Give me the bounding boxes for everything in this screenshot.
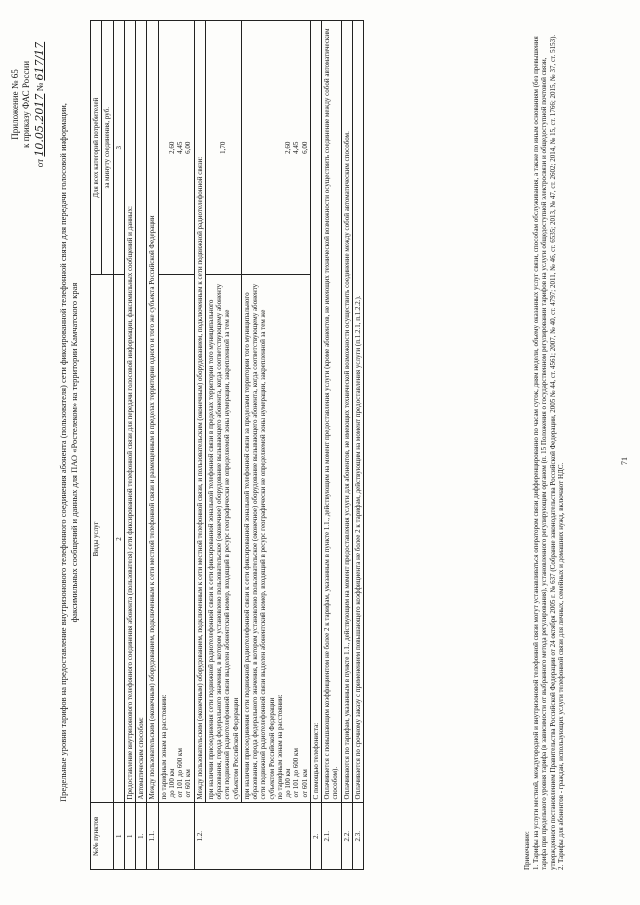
table-row: 1. Автоматическим способом: — [136, 21, 147, 870]
table-row: по тарифным зонам на расстоянии: до 100 км от 101 до 600 км от 601 км 2,60 4,45 6,00 — [158, 21, 194, 870]
notes-heading: Примечание: — [523, 831, 531, 870]
section-row — [124, 21, 135, 870]
price-value: 6,00 — [184, 141, 193, 154]
price-value: 1,70 — [205, 21, 241, 275]
handwritten-date: 10.05.2017 — [32, 93, 46, 157]
appendix-date-line: от 10.05.2017 № 617/17 — [32, 41, 46, 168]
notes-block — [523, 20, 566, 870]
table-row: при наличии присоединения сети подвижной радиотелефонной связи к сети фиксированной зональной телефонной связи в пределах территории того муниципального образования, города федерального значения, в котором установлено пользовательское (оконечное) оборудование вызывающего абонента, когда соответствующему абоненту сети подвижной радиотелефонной связи выделен абонентский номер, входящий в ресурс географически не определяемой зоны нумерации, закрепленной за тем же субъектом Российской Федерации 1,70 — [205, 21, 241, 870]
col-number-1: 1 — [113, 803, 124, 870]
table-row: 2.1. Оплачивается с повышающим коэффициентом не более 2 к тарифам, указанным в пункте 1.1., действующим на момент предоставления услуги (кроме абонентов, не имеющих технической возможности осуществить соединение между собой автоматическим способом). — [322, 21, 342, 870]
note-1: 1. Тарифы на услуги местной, междугородной и внутризоновой телефонной связи могут устанавливаться оператором связи дифференцированно по часам суток, дням недели, объему оказанных услуг связи, способам обслуживания, а также по иным основаниям (без превышения тарифа при предельного уровня тарифа (в зависимости от выбранного метода регулирования), установленного регулирующим органом (п. 15 Положения о государственном регулировании тарифов на услуги общедоступной электросвязи и общедоступной почтовой связи, утвержденного постановлением Правительства Российской Федерации от 24 октября 2005 г. № 637 (Собрание законодательства Российской Федерации, 2005 № 44, ст. 4561; 2007, № 40, ст. 4797; 2011, № 46, ст. 6535; 2013, № 47, ст. 2602; 2014, № 15, ст. 1766; 2015, № 37, ст. 5153). — [531, 34, 557, 870]
price-value: 2,60 — [167, 141, 176, 154]
table-row: 1.2. Между пользовательским (оконечным) оборудованием, подключенным к сети местной телефонной связи, и пользовательским (оконечным) оборудованием, подключенным к сети подвижной радиотелефонной связи: — [194, 21, 205, 870]
price-value: 6,00 — [300, 141, 309, 154]
price-value: 4,45 — [292, 141, 301, 154]
appendix-order: к приказу ФАС России — [21, 60, 32, 149]
page-number: 71 — [620, 457, 629, 465]
header-num: №№ пунктов — [91, 803, 114, 870]
price-value: 2,60 — [284, 141, 292, 154]
col-number-3: 3 — [113, 21, 124, 275]
header-row — [91, 21, 102, 870]
handwritten-order-number: 617/17 — [32, 41, 46, 81]
price-value: 4,45 — [176, 141, 184, 154]
appendix-number: Приложение № 65 — [10, 69, 20, 140]
note-2: 2. Тарифы для абонентов - граждан, использующих услуги телефонной связи для личных, семейных и домашних нужд, включают НДС. — [557, 462, 566, 870]
tariff-table — [90, 20, 364, 870]
header-service: Виды услуг — [91, 275, 114, 803]
header-price-unit: за минуту соединения, руб. — [102, 21, 113, 275]
appendix-header — [10, 12, 46, 197]
document-title: Предельные уровни тарифов на предоставление внутризонового телефонного соединения абонента (пользователя) сети фиксированной телефонной связи для передачи голосовой информации, факсимильных сообщений и данных для ПАО «Ростелеком» на территории Камчатского края — [58, 103, 80, 802]
section-title: Предоставление внутризонового телефонного соединения абонента (пользователя) сети фиксированной телефонной связи для передачи голосовой информации, факсимильных сообщений и данных: — [124, 21, 135, 803]
col-number-2: 2 — [113, 275, 124, 803]
table-row: 1.1. Между пользовательским (оконечным) оборудованием, подключенным к сети местной телефонной связи и размещенным в пределах территории одного и того же субъекта Российской Федерации — [147, 21, 158, 870]
header-price-group: Для всех категорий потребителей — [91, 21, 102, 275]
column-number-row — [113, 21, 124, 870]
table-row: 2.3. Оплачивается по срочному заказу с применением повышающего коэффициента не более 2 к тарифам, действующим на момент предоставления услуги (п.1.2.1, п.1.2.2.). — [352, 21, 363, 870]
table-row: 2.2. Оплачиваются по тарифам, указанным в пункте 1.1., действующим на момент предоставления услуги для абонентов, не имеющих технической возможности осуществить соединение между собой автоматическим способом. — [341, 21, 352, 870]
table-row: 2. С помощью телефониста: — [310, 21, 321, 870]
table-row: при наличии присоединения сети подвижной радиотелефонной связи к сети фиксированной зональной телефонной связи за пределами территории того муниципального образования, города федерального значения, в котором установлено пользовательское (оконечное) оборудование вызывающего абонента, когда соответствующему абоненту сети подвижной радиотелефонной связи выделен абонентский номер, входящий в ресурс географически не определяемой зоны нумерации, закрепленной за тем же субъектом Российской Федерации по тарифным зонам на расстоянии: до 100 км от 101 до 600 км от 601 км 2,60 4,45 6,00 — [241, 21, 310, 870]
section-number: 1 — [124, 803, 135, 870]
